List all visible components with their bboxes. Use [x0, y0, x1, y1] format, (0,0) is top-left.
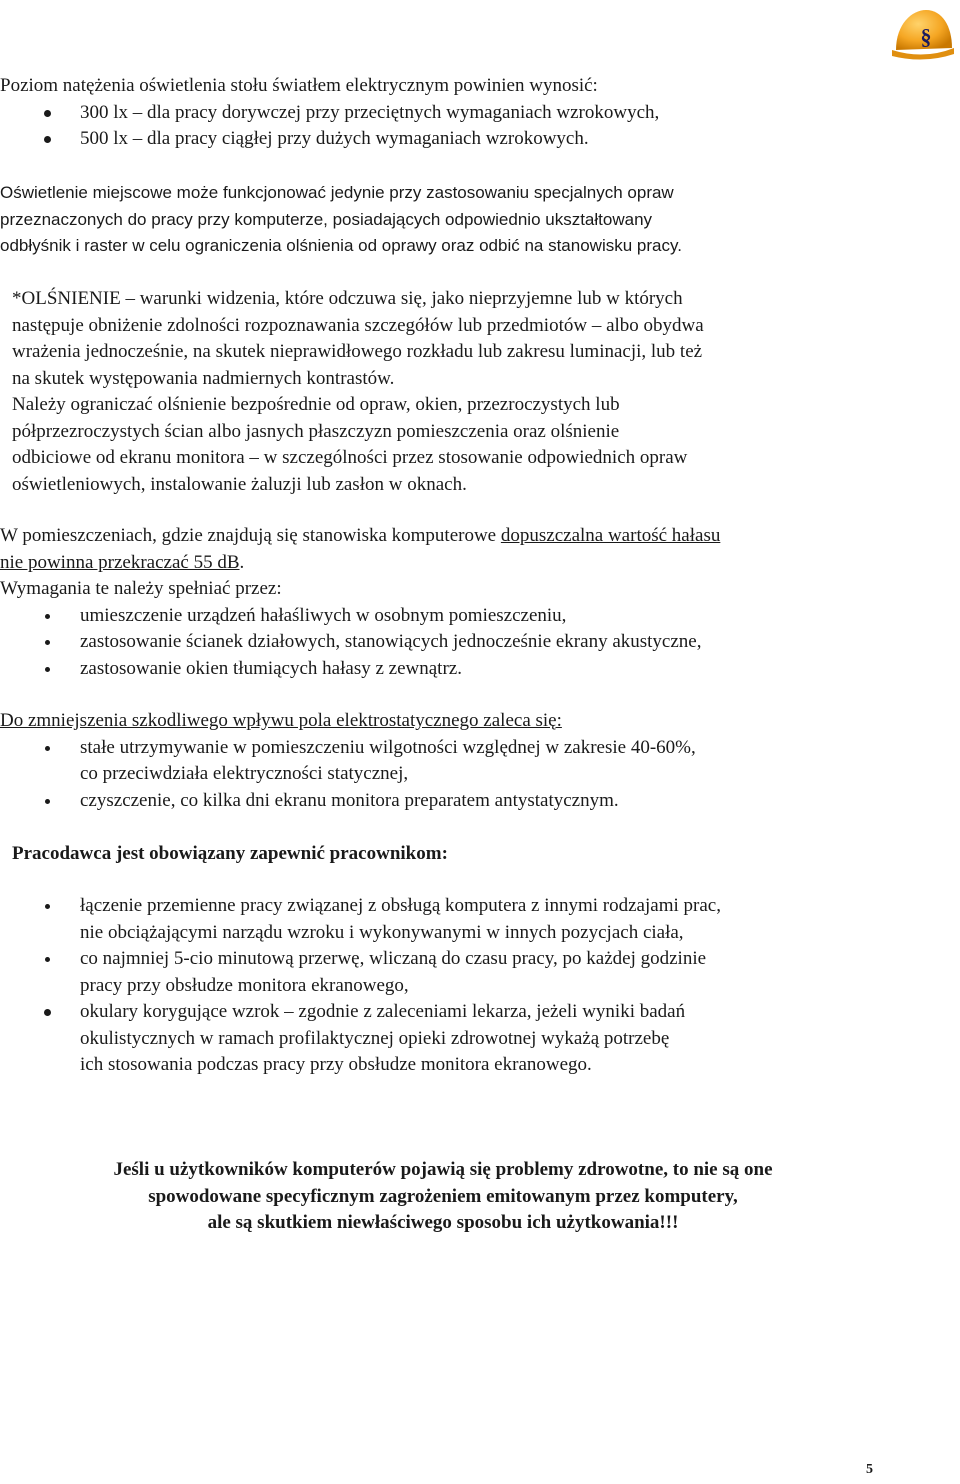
list-item: stałe utrzymywanie w pomieszczeniu wilgotności względnej w zakresie 40-60%,	[0, 735, 950, 762]
bullet-icon	[45, 746, 50, 751]
noise-statement: W pomieszczeniach, gdzie znajdują się stanowiska komputerowe dopuszczalna wartość hałasu	[0, 525, 721, 546]
list-item: 300 lx – dla pracy dorywczej przy przeciętnych wymaganiach wzrokowych,	[0, 100, 950, 127]
bullet-icon	[45, 799, 50, 804]
bullet-icon	[45, 667, 50, 672]
list-item: zastosowanie ścianek działowych, stanowiących jednocześnie ekrany akustyczne,	[0, 629, 950, 656]
list-item: umieszczenie urządzeń hałaśliwych w osobnym pomieszczeniu,	[0, 603, 950, 630]
bullet-icon	[45, 640, 50, 645]
employer-heading: Pracodawca jest obowiązany zapewnić pracownikom:	[12, 843, 448, 864]
noise-section: W pomieszczeniach, gdzie znajdują się stanowiska komputerowe dopuszczalna wartość hałasu nie powinna przekraczać 55 dB. Wymagania te należy spełniać przez: umieszczenie urządzeń hałaśliwych w osobnym pomieszczeniu, zastosowanie ścianek działowych, stanowiących jednocześnie ekrany akustyczne, zastosowanie okien tłumiących hałasy z zewnątrz.	[0, 523, 950, 682]
bullet-icon	[45, 904, 50, 909]
employer-list: łączenie przemienne pracy związanej z obsługą komputera z innymi rodzajami prac, nie obciążającymi narządu wzroku i wykonywanymi w innych pozycjach ciała, co najmniej 5-cio minutową przerwę, wliczaną do czasu pracy, po każdej godzinie pracy przy obsłudze monitora ekranowego, okulary korygujące wzrok – zgodnie z zaleceniami lekarza, jeżeli wyniki badań okulistycznych w ramach profilaktycznej opieki zdrowotnej wykażą potrzebę ich stosowania podczas pracy przy obsłudze monitora ekranowego.	[0, 893, 950, 1079]
list-item: zastosowanie okien tłumiących hałasy z zewnątrz.	[0, 656, 950, 683]
list-item: co najmniej 5-cio minutową przerwę, wliczaną do czasu pracy, po każdej godzinie	[0, 946, 950, 973]
glare-definition: *OLŚNIENIE – warunki widzenia, które odczuwa się, jako nieprzyjemne lub w których następuje obniżenie zdolności rozpoznawania szczegółów lub przedmiotów – albo obydwa wrażenia jednocześnie, na skutek nieprawidłowego rozkładu lub zakresu luminacji, lub też na skutek występowania nadmiernych kontrastów. Należy ograniczać olśnienie bezpośrednie od opraw, okien, przezroczystych lub półprzezroczystych ścian albo jasnych płaszczyzn pomieszczenia oraz olśnienie odbiciowe od ekranu monitora – w szczególności przez stosowanie odpowiednich opraw oświetleniowych, instalowanie żaluzji lub zasłon w oknach.	[12, 288, 704, 495]
bullet-dot-icon	[44, 110, 51, 117]
list-item: czyszczenie, co kilka dni ekranu monitora preparatem antystatycznym.	[0, 788, 950, 815]
bullet-icon	[45, 957, 50, 962]
lighting-intro: Poziom natężenia oświetlenia stołu światłem elektrycznym powinien wynosić:	[0, 75, 598, 96]
page-number: 5	[866, 1462, 873, 1477]
bullet-dot-icon	[44, 1009, 51, 1016]
conclusion: Jeśli u użytkowników komputerów pojawią się problemy zdrowotne, to nie są one spowodowane specyficznym zagrożeniem emitowanym przez komputery, ale są skutkiem niewłaściwego sposobu ich użytkowania!!!	[113, 1159, 773, 1233]
list-item: 500 lx – dla pracy ciągłej przy dużych wymaganiach wzrokowych.	[0, 126, 950, 153]
helmet-icon	[890, 4, 956, 66]
bullet-dot-icon	[44, 136, 51, 143]
local-lighting-paragraph: Oświetlenie miejscowe może funkcjonować jedynie przy zastosowaniu specjalnych opraw przeznaczonych do pracy przy komputerze, posiadających odpowiednio ukształtowany odbłyśnik i raster w celu ograniczenia olśnienia od oprawy oraz odbić na stanowisku pracy.	[0, 183, 682, 255]
electrostatic-section: Do zmniejszenia szkodliwego wpływu pola elektrostatycznego zaleca się: stałe utrzymywanie w pomieszczeniu wilgotności względnej w zakresie 40-60%, co przeciwdziała elektryczności statycznej, czyszczenie, co kilka dni ekranu monitora preparatem antystatycznym.	[0, 708, 950, 814]
requirements-intro: Wymagania te należy spełniać przez:	[0, 578, 282, 599]
electrostatic-heading: Do zmniejszenia szkodliwego wpływu pola elektrostatycznego zaleca się:	[0, 710, 562, 731]
lighting-section	[0, 73, 950, 153]
bullet-icon	[45, 614, 50, 619]
list-item: łączenie przemienne pracy związanej z obsługą komputera z innymi rodzajami prac,	[0, 893, 950, 920]
list-item: okulary korygujące wzrok – zgodnie z zaleceniami lekarza, jeżeli wyniki badań	[0, 999, 950, 1026]
logo-symbol: §	[920, 24, 932, 49]
